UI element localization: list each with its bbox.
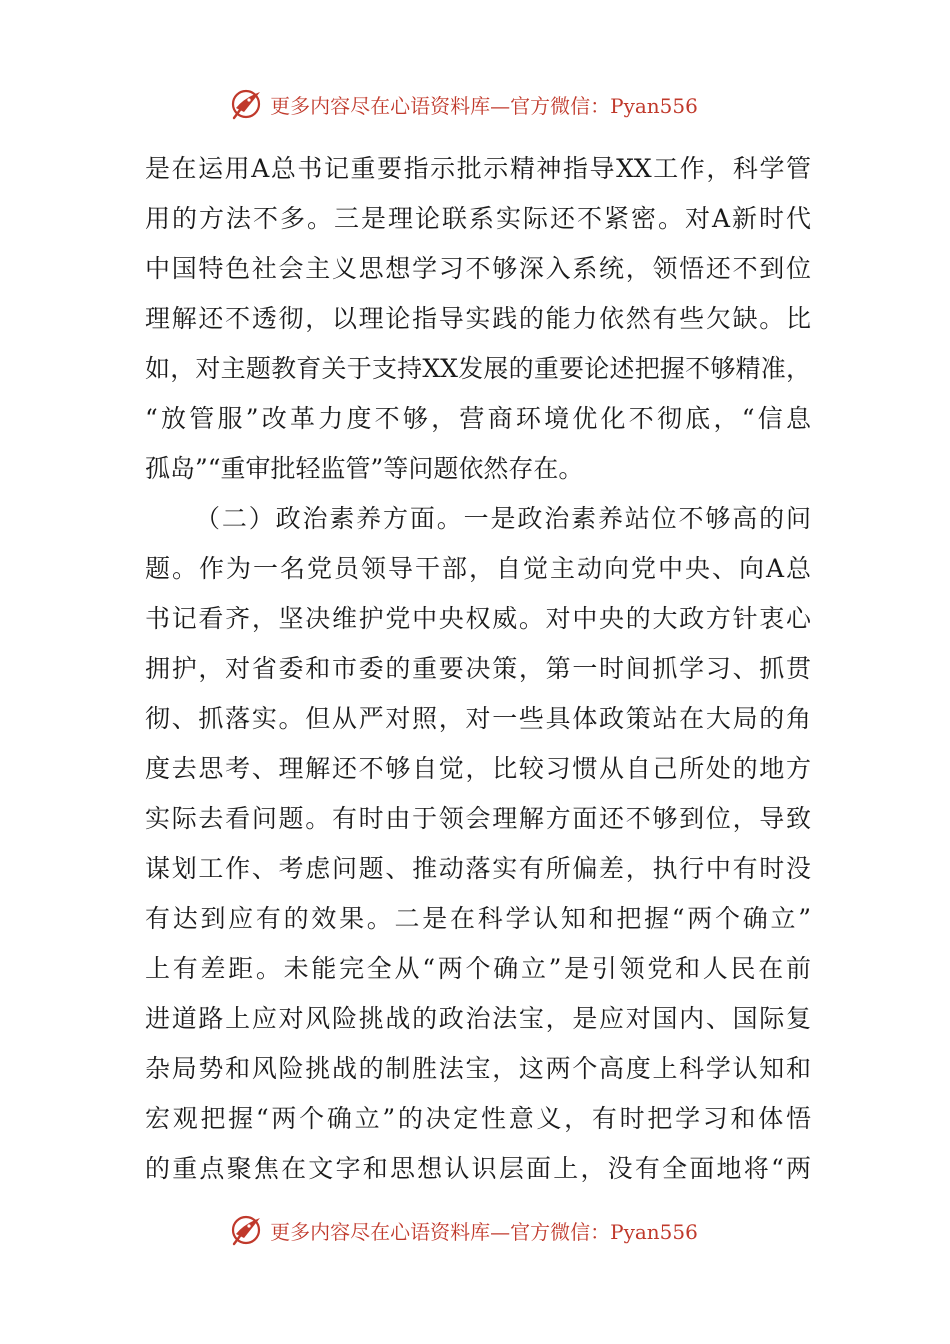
body-line: 的重点聚焦在文字和思想认识层面上，没有全面地将“两: [145, 1154, 811, 1183]
body-line: 是在运用A总书记重要指示批示精神指导XX工作，科学管: [145, 154, 811, 183]
body-line: 杂局势和风险挑战的制胜法宝，这两个高度上科学认知和: [145, 1054, 811, 1083]
body-line: 谋划工作、考虑问题、推动落实有所偏差，执行中有时没: [145, 854, 811, 883]
body-line: 度去思考、理解还不够自觉，比较习惯从自己所处的地方: [145, 754, 811, 783]
body-line: 用的方法不多。三是理论联系实际还不紧密。对A新时代: [145, 204, 811, 233]
pen-nib-logo-icon: [230, 1212, 266, 1248]
footer-banner-text: 更多内容尽在心语资料库—官方微信：Pyan556: [270, 1219, 698, 1244]
header-banner-text: 更多内容尽在心语资料库—官方微信：Pyan556: [270, 93, 698, 118]
body-line: 实际去看问题。有时由于领会理解方面还不够到位，导致: [145, 804, 811, 833]
pen-nib-logo-icon: [230, 86, 266, 122]
footer-banner: [0, 1210, 950, 1250]
body-line: 题。作为一名党员领导干部，自觉主动向党中央、向A总: [145, 554, 811, 583]
body-line: 进道路上应对风险挑战的政治法宝，是应对国内、国际复: [145, 1004, 811, 1033]
body-line: 中国特色社会主义思想学习不够深入系统，领悟还不到位: [145, 254, 811, 283]
document-body: [145, 144, 811, 1194]
body-line: 如，对主题教育关于支持XX发展的重要论述把握不够精准，: [145, 354, 811, 383]
body-line: 拥护，对省委和市委的重要决策，第一时间抓学习、抓贯: [145, 654, 811, 683]
header-banner: [0, 84, 950, 124]
body-line: “放管服”改革力度不够，营商环境优化不彻底，“信息: [145, 404, 811, 433]
body-line: 孤岛”“重审批轻监管”等问题依然存在。: [145, 454, 584, 483]
body-line: 书记看齐，坚决维护党中央权威。对中央的大政方针衷心: [145, 604, 811, 633]
body-line: 理解还不透彻，以理论指导实践的能力依然有些欠缺。比: [145, 304, 811, 333]
body-line: 宏观把握“两个确立”的决定性意义，有时把学习和体悟: [145, 1104, 811, 1133]
body-line: 有达到应有的效果。二是在科学认知和把握“两个确立”: [145, 904, 811, 933]
section-heading-line: （二）政治素养方面。一是政治素养站位不够高的问: [195, 504, 811, 533]
body-line: 彻、抓落实。但从严对照，对一些具体政策站在大局的角: [145, 704, 811, 733]
body-line: 上有差距。未能完全从“两个确立”是引领党和人民在前: [145, 954, 811, 983]
